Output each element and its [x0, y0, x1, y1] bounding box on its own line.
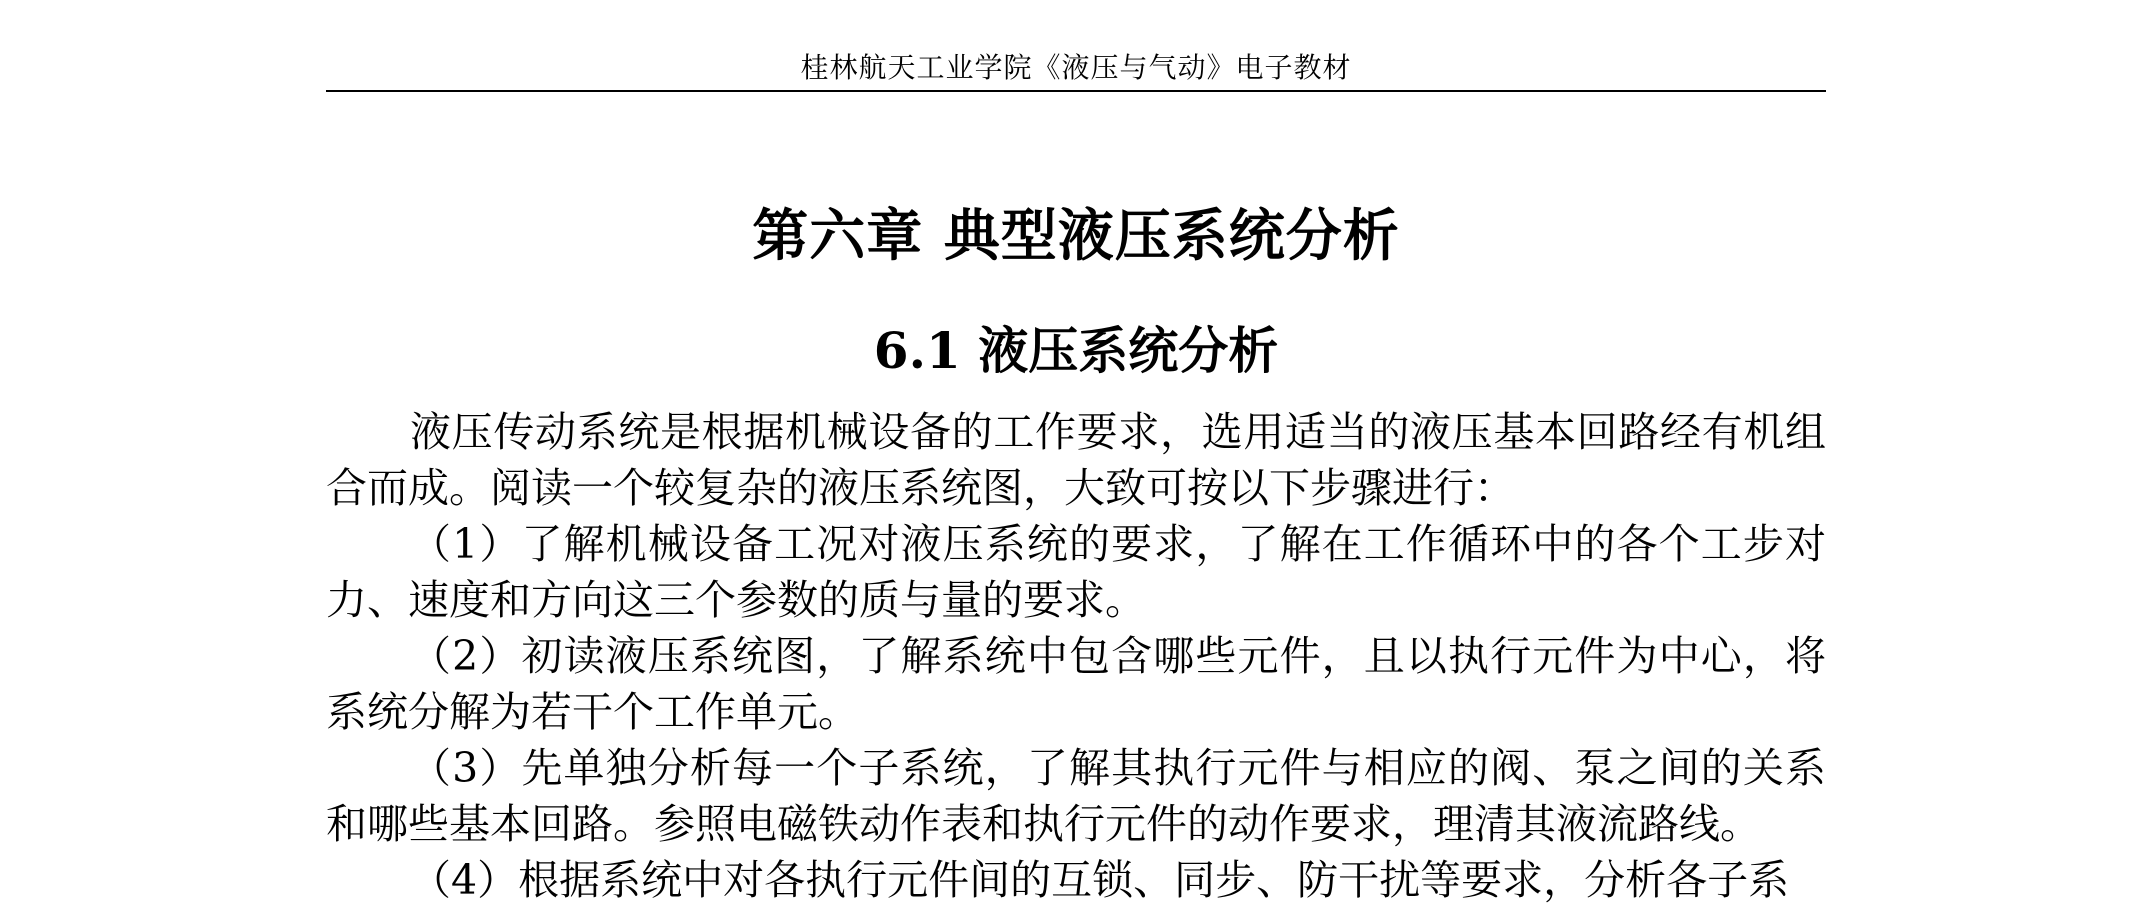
section-title: 6.1 液压系统分析 — [873, 321, 1279, 380]
header-divider — [326, 90, 1826, 92]
paragraph-step-4: （4）根据系统中对各执行元件间的互锁、同步、防干扰等要求，分析各子系 — [410, 856, 1790, 904]
paragraph-step-3: （3）先单独分析每一个子系统，了解其执行元件与相应的阀、泵之间的关系和哪些基本回路。参照电磁铁动作表和执行元件的动作要求，理清其液流路线。 — [326, 744, 1826, 848]
running-header: 桂林航天工业学院《液压与气动》电子教材 — [800, 51, 1352, 84]
paragraph-intro: 液压传动系统是根据机械设备的工作要求，选用适当的液压基本回路经有机组合而成。阅读一个较复杂的液压系统图，大致可按以下步骤进行： — [326, 408, 1826, 512]
paragraph-step-2: （2）初读液压系统图，了解系统中包含哪些元件，且以执行元件为中心，将系统分解为若干个工作单元。 — [326, 632, 1826, 736]
paragraph-step-1: （1）了解机械设备工况对液压系统的要求，了解在工作循环中的各个工步对力、速度和方向这三个参数的质与量的要求。 — [326, 520, 1826, 624]
chapter-title: 第六章 典型液压系统分析 — [752, 203, 1400, 269]
body-text — [326, 404, 1826, 908]
